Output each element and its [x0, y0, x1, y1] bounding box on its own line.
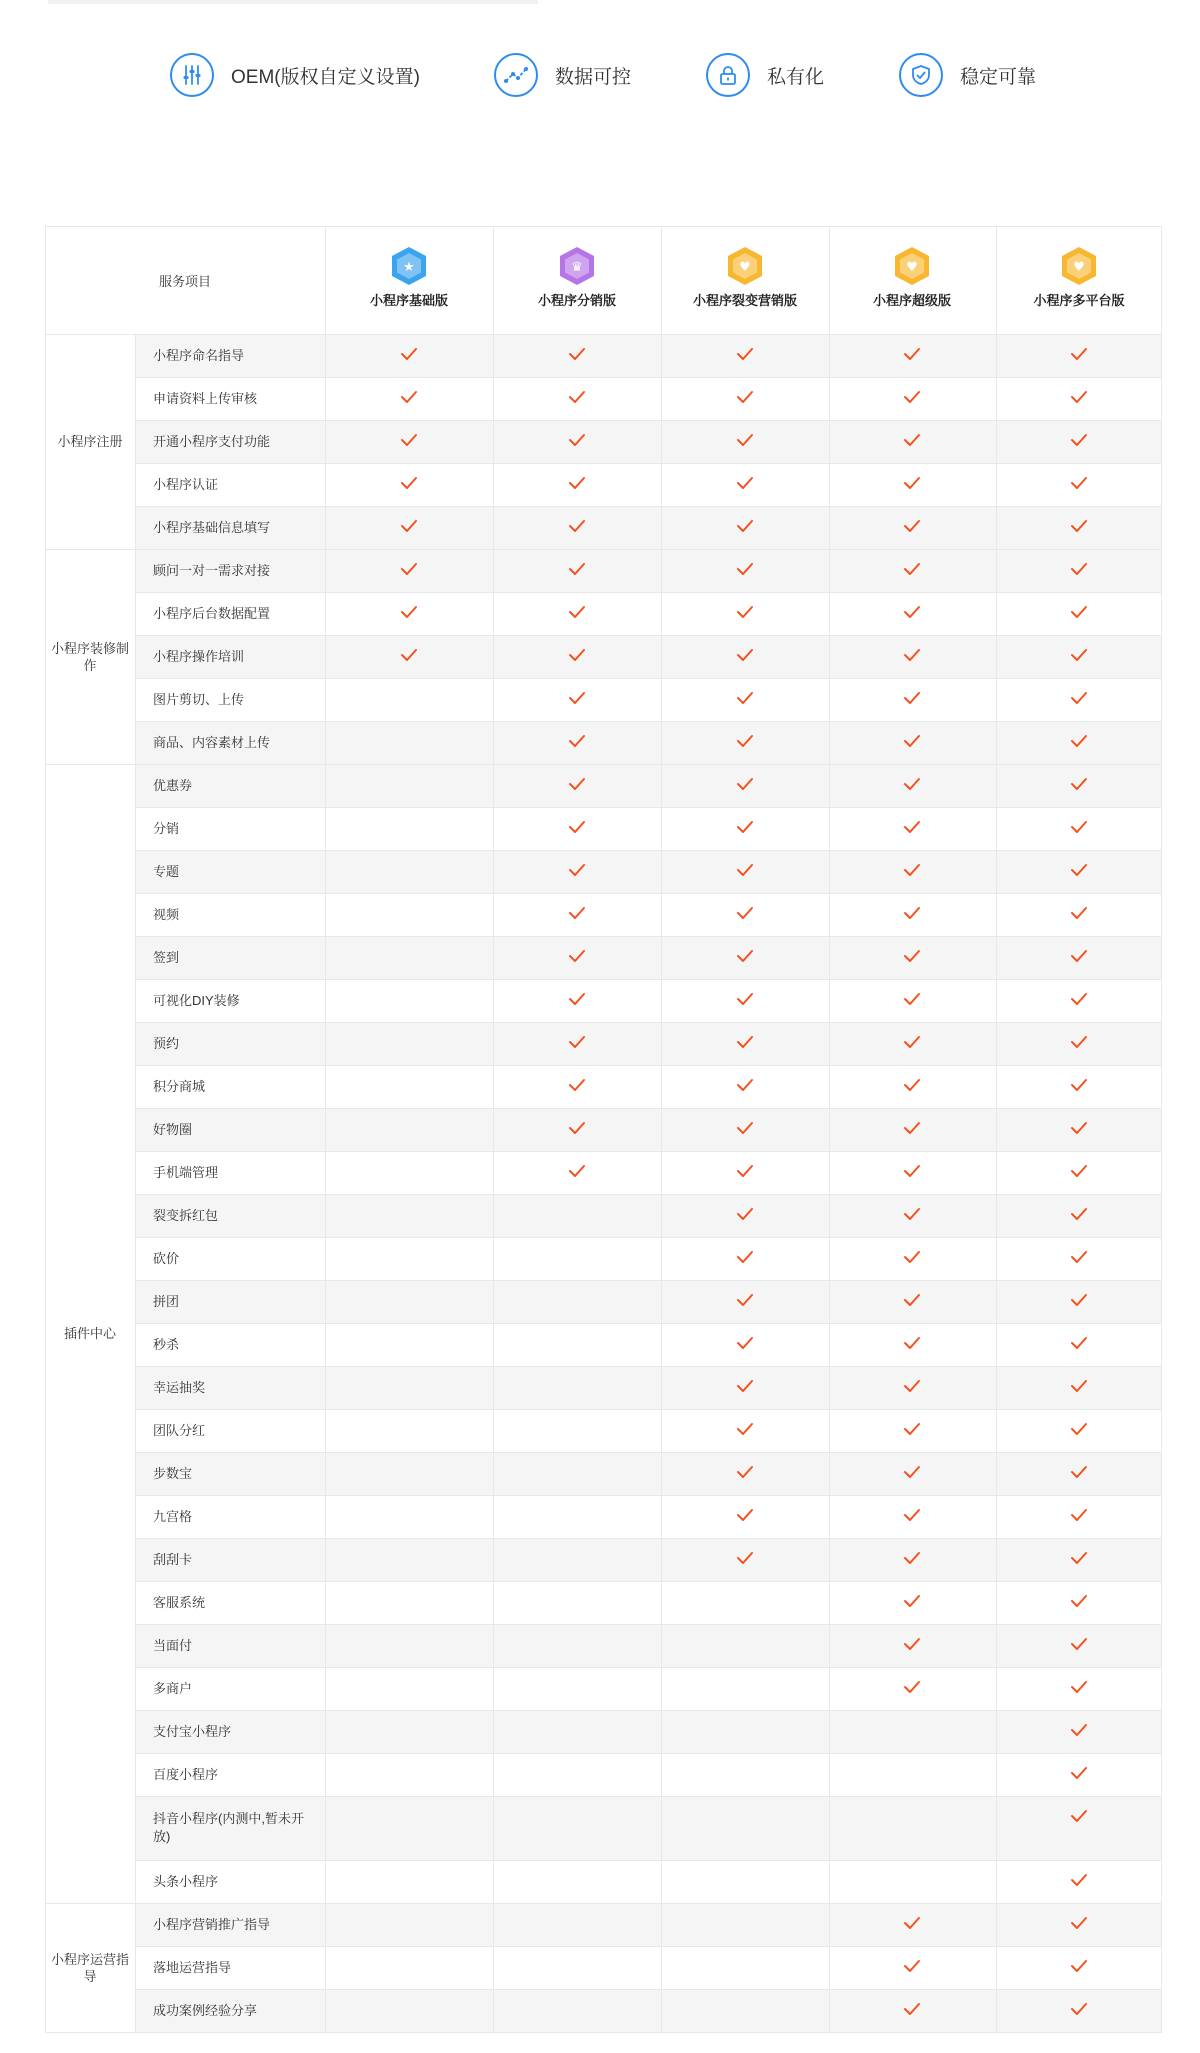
- grid-line: [1161, 226, 1162, 2032]
- check-icon: [568, 949, 586, 963]
- check-icon: [1070, 519, 1088, 533]
- check-icon: [1070, 347, 1088, 361]
- check-icon: [903, 562, 921, 576]
- check-icon: [1070, 777, 1088, 791]
- check-icon: [903, 519, 921, 533]
- check-icon: [736, 906, 754, 920]
- check-icon: [1070, 648, 1088, 662]
- check-icon: [1070, 476, 1088, 490]
- service-item-label: 落地运营指导: [153, 1959, 232, 1975]
- check-icon: [568, 777, 586, 791]
- check-icon: [568, 1121, 586, 1135]
- feature-data-control: [494, 50, 631, 100]
- check-icon: [736, 562, 754, 576]
- check-icon: [903, 906, 921, 920]
- check-icon: [903, 949, 921, 963]
- check-icon: [903, 605, 921, 619]
- check-icon: [1070, 1078, 1088, 1092]
- check-icon: [736, 949, 754, 963]
- service-item-label: 步数宝: [153, 1465, 193, 1481]
- check-icon: [568, 605, 586, 619]
- check-icon: [568, 1035, 586, 1049]
- check-icon: [568, 863, 586, 877]
- check-icon: [1070, 1379, 1088, 1393]
- service-item-label: 砍价: [153, 1250, 180, 1266]
- category-label: 插件中心: [63, 1326, 116, 1341]
- svg-text:♛: ♛: [571, 260, 583, 275]
- check-icon: [1070, 390, 1088, 404]
- check-icon: [400, 390, 418, 404]
- check-icon: [736, 777, 754, 791]
- check-icon: [568, 734, 586, 748]
- check-icon: [736, 1465, 754, 1479]
- check-icon: [736, 820, 754, 834]
- gold-multi-heart-badge-icon: [1060, 246, 1098, 286]
- plan-header: [325, 246, 493, 309]
- check-icon: [1070, 1723, 1088, 1737]
- plan-header: [493, 246, 661, 309]
- check-icon: [1070, 1766, 1088, 1780]
- check-icon: [903, 390, 921, 404]
- check-icon: [400, 347, 418, 361]
- check-icon: [1070, 1422, 1088, 1436]
- check-icon: [903, 1551, 921, 1565]
- check-icon: [1070, 949, 1088, 963]
- check-icon: [736, 476, 754, 490]
- service-item-label: 刮刮卡: [153, 1551, 193, 1567]
- grid-line: [493, 226, 494, 2032]
- check-icon: [1070, 1680, 1088, 1694]
- check-icon: [1070, 1121, 1088, 1135]
- svg-text:♥: ♥: [739, 260, 751, 275]
- check-icon: [903, 347, 921, 361]
- feature-oem: [170, 50, 420, 100]
- check-icon: [903, 1916, 921, 1930]
- check-icon: [736, 863, 754, 877]
- service-item-label: 支付宝小程序: [153, 1723, 232, 1739]
- check-icon: [736, 734, 754, 748]
- check-icon: [903, 2002, 921, 2016]
- service-item-label: 九宫格: [153, 1508, 193, 1524]
- check-icon: [903, 1207, 921, 1221]
- check-icon: [736, 1336, 754, 1350]
- category-label: 小程序注册: [57, 434, 123, 449]
- service-item-label: 申请资料上传审核: [153, 390, 258, 406]
- check-icon: [400, 605, 418, 619]
- check-icon: [736, 390, 754, 404]
- service-item-label: 百度小程序: [153, 1766, 219, 1782]
- check-icon: [903, 1594, 921, 1608]
- check-icon: [903, 1121, 921, 1135]
- check-icon: [568, 433, 586, 447]
- service-item-label: 图片剪切、上传: [153, 691, 245, 707]
- service-item-label: 开通小程序支付功能: [153, 433, 271, 449]
- check-icon: [568, 1078, 586, 1092]
- check-icon: [1070, 562, 1088, 576]
- check-icon: [1070, 1959, 1088, 1973]
- gold-heart-badge-icon: [726, 246, 764, 286]
- check-icon: [1070, 863, 1088, 877]
- feature-private: [706, 50, 824, 100]
- service-item-label: 秒杀: [153, 1336, 180, 1352]
- shield-check-icon: [899, 53, 943, 97]
- service-item-label: 视频: [153, 906, 180, 922]
- check-icon: [1070, 992, 1088, 1006]
- check-icon: [903, 1959, 921, 1973]
- check-icon: [1070, 1551, 1088, 1565]
- service-item-label: 抖音小程序(内测中,暂未开放): [153, 1811, 304, 1844]
- grid-line: [996, 226, 997, 2032]
- service-item-label: 小程序认证: [153, 476, 219, 492]
- check-icon: [400, 433, 418, 447]
- service-item-label: 当面付: [153, 1637, 193, 1653]
- check-icon: [903, 863, 921, 877]
- check-icon: [903, 1035, 921, 1049]
- check-icon: [568, 691, 586, 705]
- check-icon: [1070, 1293, 1088, 1307]
- feature-stable: [899, 50, 1036, 100]
- blue-star-badge-icon: [390, 246, 428, 286]
- service-item-label: 可视化DIY装修: [153, 992, 240, 1008]
- service-item-label: 优惠券: [153, 777, 193, 793]
- check-icon: [1070, 1207, 1088, 1221]
- check-icon: [903, 648, 921, 662]
- check-icon: [400, 648, 418, 662]
- lock-icon: [706, 53, 750, 97]
- check-icon: [736, 1551, 754, 1565]
- check-icon: [903, 1422, 921, 1436]
- check-icon: [568, 562, 586, 576]
- service-item-label: 小程序基础信息填写: [153, 519, 271, 535]
- check-icon: [568, 992, 586, 1006]
- grid-line: [325, 226, 326, 2032]
- check-icon: [736, 347, 754, 361]
- trend-line-icon: [494, 53, 538, 97]
- check-icon: [736, 992, 754, 1006]
- check-icon: [1070, 1336, 1088, 1350]
- service-item-label: 幸运抽奖: [153, 1379, 206, 1395]
- check-icon: [568, 906, 586, 920]
- check-icon: [400, 562, 418, 576]
- check-icon: [736, 1508, 754, 1522]
- check-icon: [736, 1121, 754, 1135]
- check-icon: [568, 347, 586, 361]
- check-icon: [903, 1379, 921, 1393]
- category-label: 小程序装修制作: [50, 640, 129, 673]
- check-icon: [1070, 605, 1088, 619]
- check-icon: [568, 820, 586, 834]
- check-icon: [1070, 433, 1088, 447]
- service-item-label: 多商户: [153, 1680, 193, 1696]
- check-icon: [903, 1637, 921, 1651]
- grid-line: [829, 226, 830, 2032]
- service-item-label: 好物圈: [153, 1121, 193, 1137]
- grid-line: [661, 226, 662, 2032]
- check-icon: [1070, 691, 1088, 705]
- service-item-label: 商品、内容素材上传: [153, 734, 271, 750]
- service-item-label: 专题: [153, 863, 180, 879]
- check-icon: [903, 1293, 921, 1307]
- check-icon: [1070, 1809, 1088, 1823]
- svg-text:♥: ♥: [1073, 260, 1085, 275]
- check-icon: [1070, 1035, 1088, 1049]
- plan-header: [995, 246, 1163, 309]
- service-item-label: 成功案例经验分享: [153, 2002, 258, 2018]
- check-icon: [568, 476, 586, 490]
- plan-name: 小程序多平台版: [1033, 293, 1125, 308]
- check-icon: [1070, 2002, 1088, 2016]
- check-icon: [903, 820, 921, 834]
- check-icon: [903, 1078, 921, 1092]
- check-icon: [736, 1035, 754, 1049]
- check-icon: [903, 1250, 921, 1264]
- check-icon: [736, 605, 754, 619]
- check-icon: [736, 1250, 754, 1264]
- feature-label: 私有化: [767, 66, 825, 88]
- check-icon: [903, 1508, 921, 1522]
- svg-text:♥: ♥: [906, 260, 918, 275]
- check-icon: [736, 433, 754, 447]
- plan-header: [828, 246, 996, 309]
- check-icon: [903, 433, 921, 447]
- service-item-label: 手机端管理: [153, 1164, 219, 1180]
- feature-label: OEM(版权自定义设置): [231, 66, 420, 88]
- check-icon: [568, 1164, 586, 1178]
- check-icon: [1070, 906, 1088, 920]
- check-icon: [1070, 1465, 1088, 1479]
- service-item-label: 预约: [153, 1035, 180, 1051]
- check-icon: [400, 519, 418, 533]
- check-icon: [736, 1379, 754, 1393]
- check-icon: [1070, 1164, 1088, 1178]
- check-icon: [1070, 1250, 1088, 1264]
- check-icon: [736, 1293, 754, 1307]
- check-icon: [736, 1164, 754, 1178]
- check-icon: [736, 691, 754, 705]
- service-item-label: 顾问一对一需求对接: [153, 562, 271, 578]
- service-item-label: 小程序操作培训: [153, 648, 245, 664]
- service-item-label: 小程序命名指导: [153, 347, 245, 363]
- check-icon: [1070, 820, 1088, 834]
- top-divider: [48, 0, 538, 4]
- check-icon: [568, 519, 586, 533]
- service-item-label: 小程序后台数据配置: [153, 605, 271, 621]
- table-header-service-items: 服务项目: [158, 273, 211, 289]
- check-icon: [736, 1207, 754, 1221]
- plan-name: 小程序分销版: [537, 293, 616, 308]
- service-comparison-table: [45, 226, 1162, 2032]
- check-icon: [903, 476, 921, 490]
- check-icon: [903, 691, 921, 705]
- feature-label: 稳定可靠: [960, 66, 1037, 88]
- gold-double-heart-badge-icon: [893, 246, 931, 286]
- service-item-label: 头条小程序: [153, 1873, 219, 1889]
- plan-name: 小程序超级版: [872, 293, 951, 308]
- service-item-label: 小程序营销推广指导: [153, 1916, 271, 1932]
- purple-crown-badge-icon: [558, 246, 596, 286]
- grid-line: [135, 334, 136, 2032]
- check-icon: [1070, 1916, 1088, 1930]
- check-icon: [736, 1078, 754, 1092]
- service-item-label: 客服系统: [153, 1594, 206, 1610]
- check-icon: [568, 390, 586, 404]
- check-icon: [1070, 1873, 1088, 1887]
- check-icon: [400, 476, 418, 490]
- check-icon: [568, 648, 586, 662]
- check-icon: [1070, 1637, 1088, 1651]
- plan-name: 小程序裂变营销版: [692, 293, 797, 308]
- check-icon: [903, 777, 921, 791]
- check-icon: [736, 519, 754, 533]
- check-icon: [736, 1422, 754, 1436]
- svg-text:★: ★: [403, 260, 415, 275]
- check-icon: [903, 1164, 921, 1178]
- check-icon: [903, 1680, 921, 1694]
- feature-label: 数据可控: [555, 66, 632, 88]
- plan-name: 小程序基础版: [369, 293, 448, 308]
- service-item-label: 裂变拆红包: [153, 1207, 219, 1223]
- category-label: 小程序运营指导: [50, 1951, 129, 1984]
- check-icon: [1070, 734, 1088, 748]
- service-item-label: 签到: [153, 949, 180, 965]
- grid-line: [45, 2032, 1162, 2033]
- service-item-label: 积分商城: [153, 1078, 206, 1094]
- check-icon: [903, 734, 921, 748]
- sliders-icon: [170, 53, 214, 97]
- check-icon: [903, 1336, 921, 1350]
- check-icon: [1070, 1594, 1088, 1608]
- service-item-label: 分销: [153, 820, 180, 836]
- feature-strip: [0, 50, 1200, 100]
- check-icon: [1070, 1508, 1088, 1522]
- service-item-label: 拼团: [153, 1293, 180, 1309]
- plan-header: [661, 246, 829, 309]
- service-item-label: 团队分红: [153, 1422, 206, 1438]
- check-icon: [903, 1465, 921, 1479]
- check-icon: [736, 648, 754, 662]
- check-icon: [903, 992, 921, 1006]
